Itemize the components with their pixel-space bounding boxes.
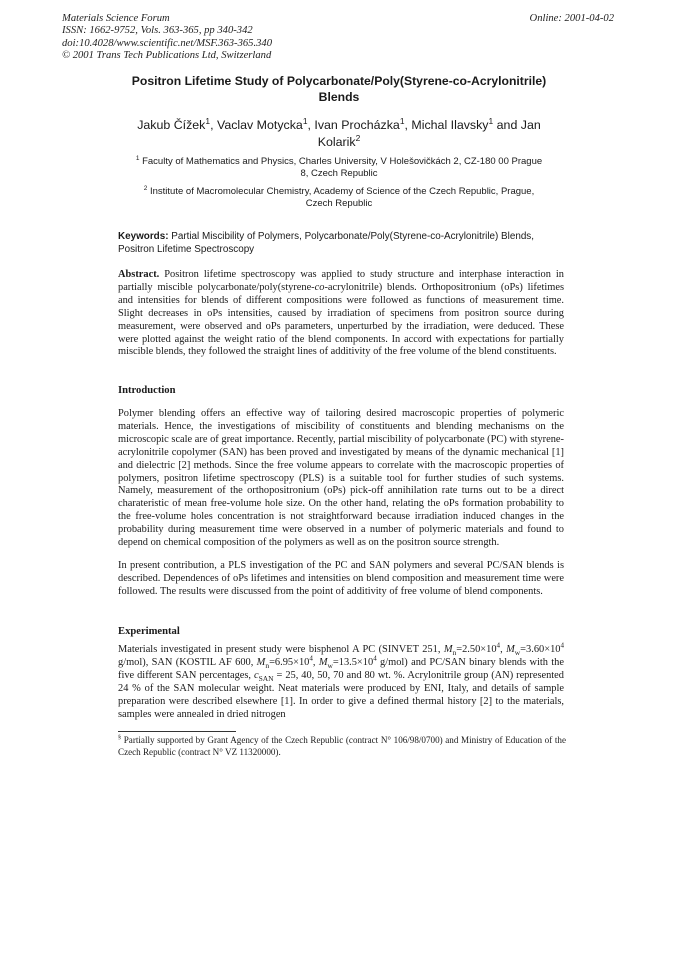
author-affiliation-mark: 1 (205, 115, 211, 126)
subscript: SAN (258, 673, 274, 683)
journal-header (62, 13, 272, 62)
affiliation-mark: 1 (135, 154, 140, 162)
author-name: Michal Ilavsky (411, 118, 489, 132)
exponent: 4 (560, 641, 564, 650)
abstract-text: Positron lifetime spectroscopy was applied to study structure and interphase interaction in partially miscible polycarbonate/poly(styrene- (118, 269, 564, 293)
author-name: Ivan Procházka (314, 118, 400, 132)
subscript: n (452, 648, 457, 658)
online-date: Online: 2001-04-02 (529, 13, 614, 24)
author-last-name: Kolarik (317, 134, 356, 149)
exponent: 4 (309, 654, 313, 663)
subscript: n (265, 660, 270, 670)
abstract-text: -acrylonitrile) blends. Orthopositronium (oPs) lifetimes and intensities for blends of different compositions were followed as functions of measurement time. Slight decreases in oPs intensities, caused by irradiation of specimens from positron source during measurement, were observed and oPs parameters, unperturbed by the irradiation, were deduced. These were plotted against the weight ratio of the blend components. In accord with expectations for partially miscible blends, they followed the straight lines of additivity of the free volume of the blend constituents. (118, 281, 564, 358)
value: =3.60×10 (520, 644, 561, 655)
issn-line: ISSN: 1662-9752, Vols. 363-365, pp 340-342 (62, 25, 253, 37)
experimental-text: , (500, 644, 507, 655)
keywords-text: Partial Miscibility of Polymers, Polycarbonate/Poly(Styrene-co-Acrylonitrile) Blends, Positron Lifetime Spectroscopy (118, 231, 534, 255)
experimental-text: Materials investigated in present study were bisphenol A PC (SINVET 251, (118, 644, 444, 655)
experimental-paragraph (118, 641, 564, 721)
abstract (118, 269, 564, 359)
footnote-mark: § (118, 733, 122, 741)
introduction-heading: Introduction (118, 385, 176, 396)
subscript: w (327, 660, 333, 670)
affiliation-2 (112, 186, 566, 210)
affiliation-1 (112, 156, 566, 180)
experimental-text: , (312, 656, 319, 668)
affiliation-line: Faculty of Mathematics and Physics, Charles University, V Holešovičkách 2, CZ-180 00 Prague (142, 156, 543, 167)
keywords (118, 231, 558, 257)
paper-title (100, 74, 578, 105)
value: =6.95×10 (269, 656, 310, 668)
title-line-2: Blends (318, 89, 360, 104)
symbol: M (443, 644, 453, 655)
author-name: Vaclav Motycka (216, 118, 303, 132)
author-affiliation-mark: 1 (488, 115, 494, 126)
keywords-label: Keywords: (118, 231, 169, 242)
footnote-divider (118, 731, 236, 732)
journal-name: Materials Science Forum (62, 13, 170, 24)
abstract-label: Abstract. (118, 269, 160, 280)
affiliation-line: Czech Republic (305, 198, 373, 210)
affiliation-line: 8, Czech Republic (300, 168, 378, 180)
copyright-line: © 2001 Trans Tech Publications Ltd, Switzerland (62, 49, 272, 61)
affiliation-line: Institute of Macromolecular Chemistry, Academy of Science of the Czech Republic, Prague, (150, 186, 535, 197)
author-first-name: Jan (520, 118, 541, 132)
value: =13.5×10 (332, 656, 374, 668)
author-affiliation-mark: 2 (355, 132, 361, 143)
symbol: M (506, 644, 515, 655)
introduction-paragraph-1: Polymer blending offers an effective way of tailoring desired macroscopic properties of polymeric materials. Hence, the investigations of miscibility of constituents and blending mechanisms on the microscopic scale are of great importance. Recently, partial miscibility of polycarbonate (PC) with styrene-acrylonitrile copolymer (SAN) has been proved and investigated by means of the dynamic mechanical [1] and dielectric [2] methods. Since the free volume appears to correlate with the macroscopic properties of polymers, positron lifetime spectroscopy (PLS) is a suitable tool for further studies of such systems. Namely, measurement of the orthopositronium (oPs) pick-off annihilation rate turns out to be a direct charateristic of mean free-volume hole size. On the other hand, relating the oPs formation probability to the free-volume holes concentration is not straightforward because irradiation induced changes in the probability during measurement time were observed in a number of polymeric materials and found to depend on chemical composition of the polymers as well as on the positron source strength. (118, 408, 564, 549)
abstract-italic-co: co (314, 281, 325, 293)
doi-line: doi:10.4028/www.scientific.net/MSF.363-365.340 (62, 37, 272, 49)
author-affiliation-mark: 1 (302, 115, 308, 126)
symbol: M (256, 656, 266, 668)
experimental-heading: Experimental (118, 626, 180, 637)
author-list: Jakub Čížek$^1$, Vaclav Motycka$^1$, Ivan Procházka$^1$, Michal Ilavsky$^1$ and Jan Kolarik$^2$ (137, 115, 541, 149)
experimental-text: g/mol) and PC/SAN binary blends with the five different SAN percentages, (118, 656, 564, 681)
affiliation-mark: 2 (143, 184, 148, 192)
symbol: M (318, 656, 328, 668)
title-line-1: Positron Lifetime Study of Polycarbonate/Poly(Styrene-co-Acrylonitrile) (131, 74, 547, 88)
experimental-text: = 25, 40, 50, 70 and 80 wt. %. Acrylonitrile group (AN) represented 24 % of the SAN molecular weight. Neat materials were produced by ENI, Italy, and details of sample preparation were described elsewhere [1]. In order to give a defined thermal history [2] to the materials, samples were annealed in dried nitrogen (118, 669, 564, 720)
footnote-text: Partially supported by Grant Agency of the Czech Republic (contract N° 106/98/0700) and Ministry of Education of the Czech Republic (contract N° VZ 11320000). (118, 735, 566, 757)
value: =2.50×10 (456, 644, 497, 655)
author-name: Jakub Čížek (137, 118, 206, 132)
author-affiliation-mark: 1 (399, 115, 405, 126)
exponent: 4 (373, 654, 377, 663)
subscript: w (514, 648, 521, 658)
symbol: c (253, 669, 259, 681)
exponent: 4 (496, 641, 501, 650)
introduction-paragraph-2: In present contribution, a PLS investigation of the PC and SAN polymers and several PC/SAN blends is described. Dependences of oPs lifetimes and intensities on blend composition and measurement time were followed. The results were discussed from the point of additivity of free volume of blend components. (118, 560, 564, 597)
footnote (118, 735, 566, 759)
author-conjunction: and (496, 118, 518, 132)
experimental-text: g/mol), SAN (KOSTIL AF 600, (118, 656, 257, 668)
